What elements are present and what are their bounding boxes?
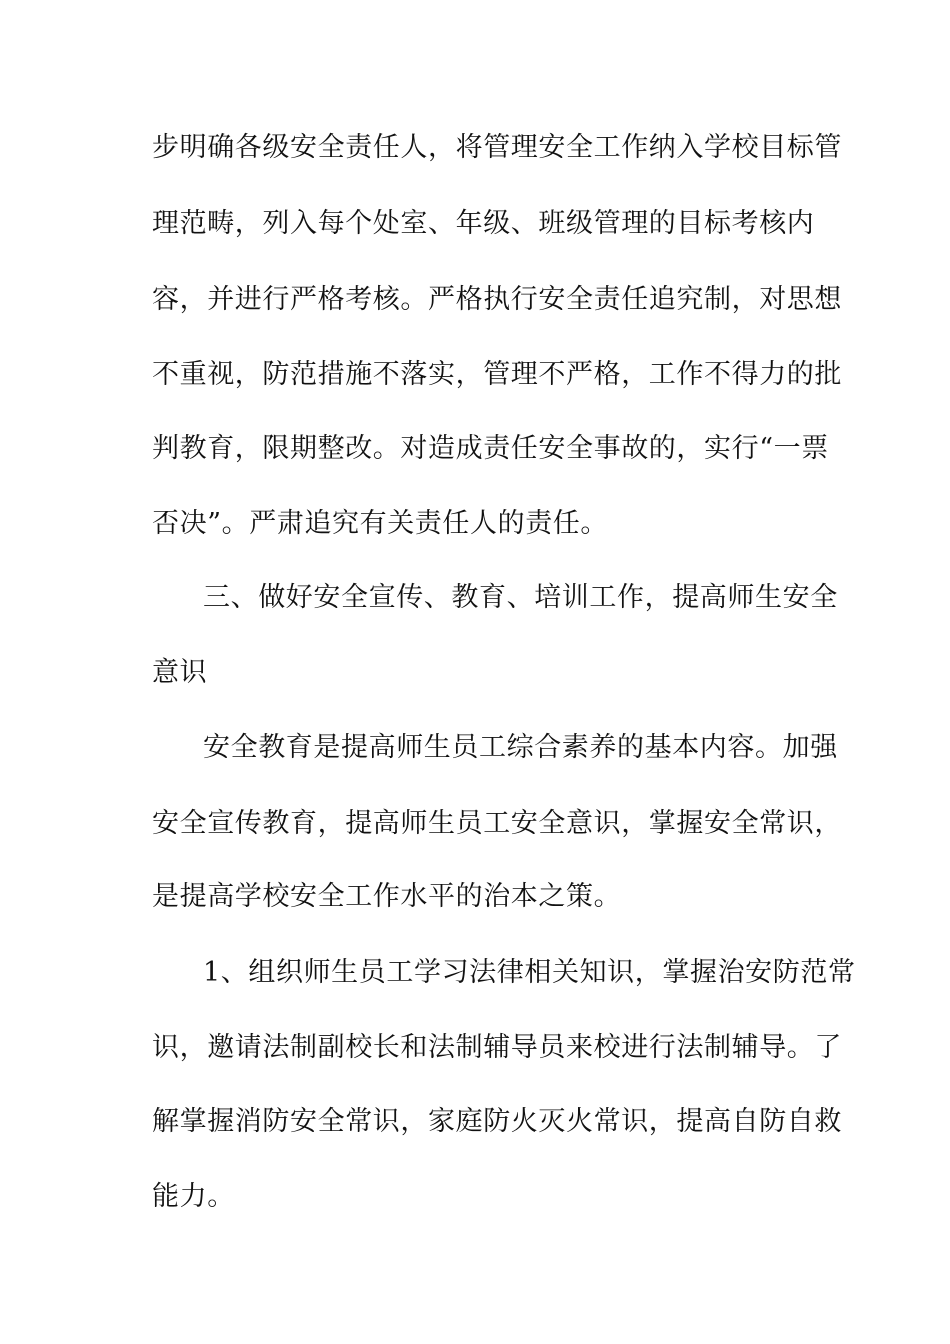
heading-line: 意识 <box>152 657 208 688</box>
paragraph-line: 安全宣传教育，提高师生员工安全意识，掌握安全常识， <box>152 808 842 839</box>
paragraph-line: 判教育，限期整改。对造成责任安全事故的，实行“一票 <box>152 433 829 464</box>
paragraph-line: 是提高学校安全工作水平的治本之策。 <box>152 881 622 912</box>
list-item-line: 识，邀请法制副校长和法制辅导员来校进行法制辅导。了 <box>152 1032 842 1063</box>
paragraph-line: 步明确各级安全责任人，将管理安全工作纳入学校目标管 <box>152 132 842 163</box>
paragraph-line: 否决”。严肃追究有关责任人的责任。 <box>152 508 609 539</box>
paragraph-line: 容，并进行严格考核。严格执行安全责任追究制，对思想 <box>152 284 842 315</box>
paragraph-line: 理范畴，列入每个处室、年级、班级管理的目标考核内 <box>152 208 815 239</box>
list-item-line: 解掌握消防安全常识，家庭防火灭火常识，提高自防自救 <box>152 1106 842 1137</box>
heading-line: 三、做好安全宣传、教育、培训工作，提高师生安全 <box>203 582 838 613</box>
paragraph-line: 安全教育是提高师生员工综合素养的基本内容。加强 <box>203 732 838 763</box>
list-item-line: 1、组织师生员工学习法律相关知识，掌握治安防范常 <box>203 957 856 988</box>
list-item-line: 能力。 <box>152 1181 235 1212</box>
paragraph-line: 不重视，防范措施不落实，管理不严格，工作不得力的批 <box>152 359 842 390</box>
